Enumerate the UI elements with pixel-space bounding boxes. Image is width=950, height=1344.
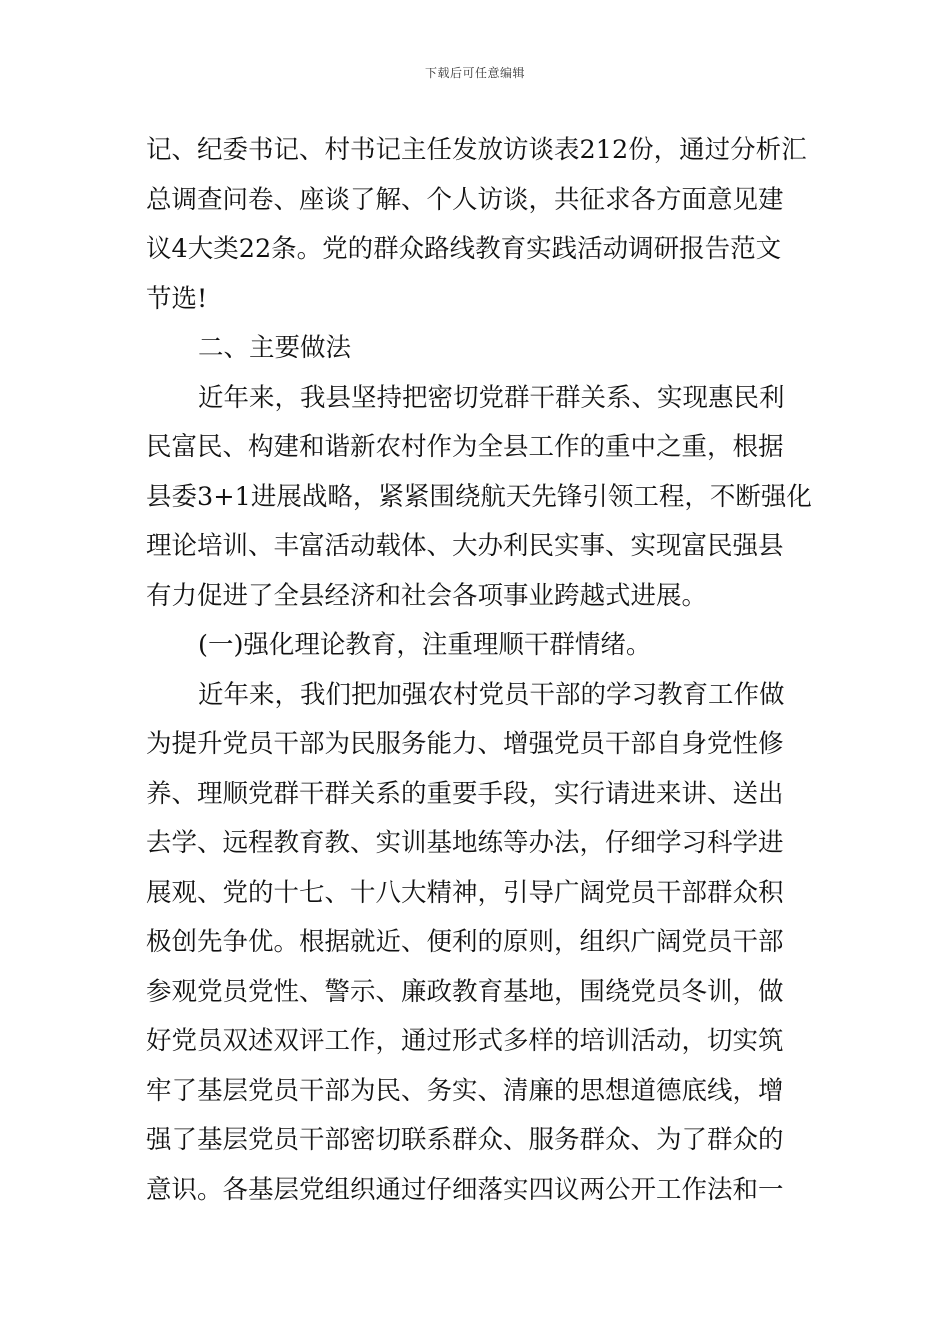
body-text: [146, 126, 812, 1215]
text-line: 参观党员党性、警示、廉政教育基地，围绕党员冬训，做: [146, 976, 784, 1007]
text-line: 去学、远程教育教、实训基地练等办法，仔细学习科学进: [146, 828, 784, 858]
text-line: 近年来，我县坚持把密切党群干群关系、实现惠民利: [198, 382, 785, 413]
text-line: 近年来，我们把加强农村党员干部的学习教育工作做: [198, 679, 785, 710]
text-line: 意识。各基层党组织通过仔细落实四议两公开工作法和一: [146, 1174, 784, 1205]
text-line: 展观、党的十七、十八大精神，引导广阔党员干部群众积: [146, 877, 784, 908]
text-line: 记、纪委书记、村书记主任发放访谈表212份，通过分析汇: [146, 135, 807, 165]
text-line: 养、理顺党群干群关系的重要手段，实行请进来讲、送出: [146, 778, 784, 809]
text-line: 总调查问卷、座谈了解、个人访谈，共征求各方面意见建: [146, 184, 784, 215]
text-line: 节选!: [146, 283, 208, 314]
text-line: 牢了基层党员干部为民、务实、清廉的思想道德底线，增: [146, 1075, 784, 1106]
text-line: 极创先争优。根据就近、便利的原则，组织广阔党员干部: [146, 927, 784, 957]
text-line: 为提升党员干部为民服务能力、增强党员干部自身党性修: [146, 729, 784, 759]
text-line: 议4大类22条。党的群众路线教育实践活动调研报告范文: [146, 234, 782, 264]
text-line: 民富民、构建和谐新农村作为全县工作的重中之重，根据: [146, 432, 784, 462]
text-line: 强了基层党员干部密切联系群众、服务群众、为了群众的: [146, 1125, 784, 1155]
subsection-heading: (一)强化理论教育，注重理顺干群情绪。: [198, 630, 652, 660]
section-heading: 二、主要做法: [198, 333, 352, 363]
text-line: 县委3+1进展战略，紧紧围绕航天先锋引领工程，不断强化: [146, 481, 812, 512]
text-line: 有力促进了全县经济和社会各项事业跨越式进展。: [146, 580, 708, 611]
page-header: 下载后可任意编辑: [424, 66, 525, 80]
text-line: 理论培训、丰富活动载体、大办利民实事、实现富民强县: [146, 531, 784, 561]
text-line: 好党员双述双评工作，通过形式多样的培训活动，切实筑: [146, 1026, 784, 1056]
